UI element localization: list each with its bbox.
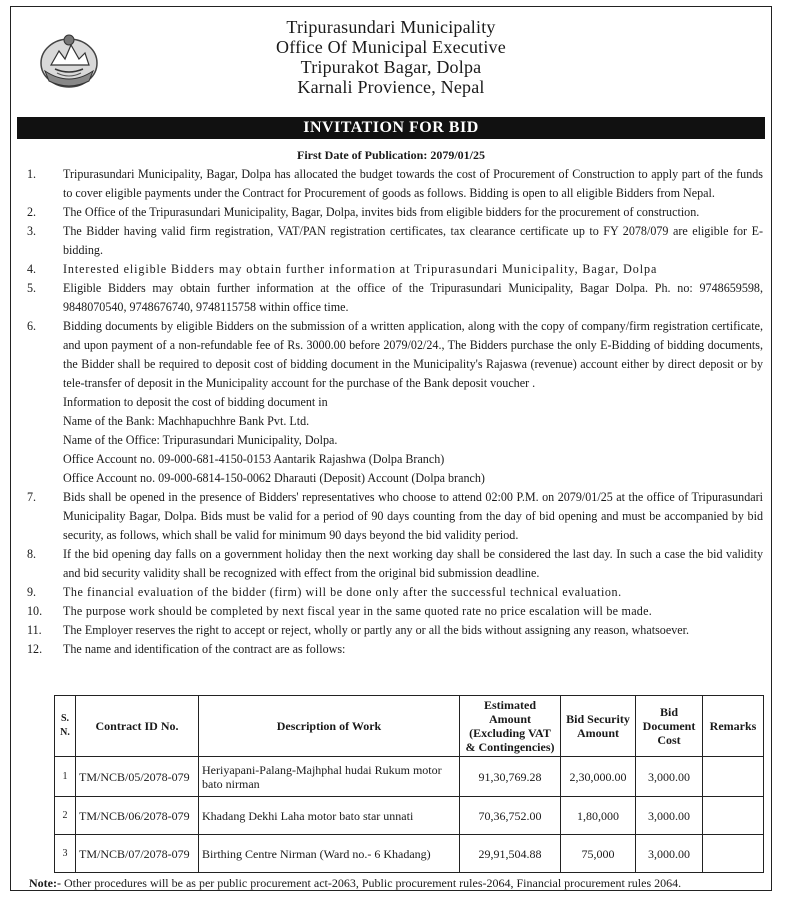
list-item	[27, 222, 763, 260]
cell-doc-cost: 3,000.00	[636, 757, 703, 797]
item-text: If the bid opening day falls on a government holiday then the next working day shall be considered the last day. In such a case the bid validity and bid security validity shall be recognized with effect from the original bid submission deadline.	[63, 547, 763, 580]
col-description: Description of Work	[199, 696, 460, 757]
cell-description: Khadang Dekhi Laha motor bato star unnati	[199, 797, 460, 835]
item-text: The name and identification of the contract are as follows:	[63, 642, 346, 656]
deposit-info-intro: Information to deposit the cost of bidding document in	[63, 395, 328, 409]
item-number: 12.	[27, 642, 43, 656]
item-text: The Office of the Tripurasundari Municipality, Bagar, Dolpa, invites bids from eligible bidders for the procurement of construction.	[63, 205, 700, 219]
col-remarks: Remarks	[703, 696, 764, 757]
item-text: Eligible Bidders may obtain further information at the office of the Tripurasundari Municipality, Bagar Dolpa. Ph. no: 9748659598, 9848070540, 9748676740, 9748115758 within office time.	[63, 281, 763, 314]
table-row	[55, 757, 764, 797]
header-office: Office Of Municipal Executive	[276, 37, 506, 57]
cell-estimated: 29,91,504.88	[460, 835, 561, 873]
list-item	[27, 317, 763, 393]
cell-doc-cost: 3,000.00	[636, 835, 703, 873]
table-header-row	[55, 696, 764, 757]
list-item	[27, 165, 763, 203]
cell-estimated: 70,36,752.00	[460, 797, 561, 835]
cell-remarks	[703, 835, 764, 873]
item-text: Bids shall be opened in the presence of Bidders' representatives who choose to attend 02:00 P.M. on 2079/01/25 at the office of Tripurasundari Municipality Bagar, Dolpa. Bids must be valid for a period of 90 days counting from the day of bid opening and must be accompanied by bid security, as follows, which shall be valid for minimum 90 days beyond the bid validity period.	[63, 490, 763, 542]
cell-sn: 3	[55, 835, 76, 873]
cell-contract-id: TM/NCB/07/2078-079	[76, 835, 199, 873]
header-address: Tripurakot Bagar, Dolpa	[300, 57, 482, 77]
cell-doc-cost: 3,000.00	[636, 797, 703, 835]
table-row	[55, 797, 764, 835]
item-number: 8.	[27, 547, 37, 561]
col-estimated-amount: Estimated Amount (Excluding VAT & Contingencies)	[460, 696, 561, 757]
item-number: 5.	[27, 281, 37, 295]
cell-sn: 2	[55, 797, 76, 835]
note-text: Other procedures will be as per public procurement act-2063, Public procurement rules-2064, Financial procurement rules 2064.	[60, 876, 682, 890]
invitation-banner: INVITATION FOR BID	[17, 117, 765, 139]
note-label: Note:-	[29, 876, 61, 890]
col-doc-cost: Bid Document Cost	[636, 696, 703, 757]
item-number: 10.	[27, 604, 43, 618]
item-number: 4.	[27, 262, 37, 276]
list-item	[27, 488, 763, 545]
list-item	[27, 260, 763, 279]
table-row	[55, 835, 764, 873]
cell-description: Birthing Centre Nirman (Ward no.- 6 Khadang)	[199, 835, 460, 873]
contract-table	[54, 695, 764, 873]
cell-contract-id: TM/NCB/06/2078-079	[76, 797, 199, 835]
cell-remarks	[703, 757, 764, 797]
list-item	[27, 621, 763, 640]
account-revenue: Office Account no. 09-000-681-4150-0153 Aantarik Rajashwa (Dolpa Branch)	[63, 452, 445, 466]
notice-body	[27, 165, 763, 659]
item-text: The purpose work should be completed by next fiscal year in the same quoted rate no price escalation will be made.	[63, 604, 652, 618]
list-item	[27, 203, 763, 222]
cell-sn: 1	[55, 757, 76, 797]
item-number: 3.	[27, 224, 37, 238]
item-text: The Employer reserves the right to accept or reject, wholly or partly any or all the bids without assigning any reason, whatsoever.	[63, 623, 690, 637]
cell-description: Heriyapani-Palang-Majhphal hudai Rukum motor bato nirman	[199, 757, 460, 797]
publication-date: First Date of Publication: 2079/01/25	[297, 148, 485, 162]
cell-remarks	[703, 797, 764, 835]
notice-frame	[10, 6, 772, 891]
header-municipality: Tripurasundari Municipality	[286, 17, 496, 37]
item-text: The financial evaluation of the bidder (firm) will be done only after the successful technical evaluation.	[63, 585, 622, 599]
item-text: Interested eligible Bidders may obtain further information at Tripurasundari Municipality, Bagar, Dolpa	[63, 262, 658, 276]
item-number: 2.	[27, 205, 37, 219]
office-header	[11, 17, 771, 97]
list-item	[27, 279, 763, 317]
cell-bid-security: 2,30,000.00	[561, 757, 636, 797]
item-text: Tripurasundari Municipality, Bagar, Dolpa has allocated the budget towards the cost of Procurement of Construction to apply part of the funds to cover eligible payments under the Contract for Procurement of goods as follows. Bidding is open to all eligible Bidders from Nepal.	[63, 167, 763, 200]
list-item	[27, 602, 763, 621]
item-number: 11.	[27, 623, 42, 637]
col-contract-id: Contract ID No.	[76, 696, 199, 757]
col-sn: S. N.	[55, 696, 76, 757]
item-text: Bidding documents by eligible Bidders on the submission of a written application, along with the copy of company/firm registration certificate, and upon payment of a non-refundable fee of Rs. 3000.00 before 2079/02/24., The Bidders purchase the only E-Bidding of bidding documents, the Bidder shall be required to deposit cost of bidding document in the Municipality's Rajaswa (revenue) account either by direct deposit or by tele-transfer of deposit in the Municipality account for the purchase of the Bank deposit voucher .	[63, 319, 763, 390]
cell-bid-security: 1,80,000	[561, 797, 636, 835]
bank-name: Name of the Bank: Machhapuchhre Bank Pvt. Ltd.	[63, 414, 310, 428]
item-number: 7.	[27, 490, 37, 504]
header-province: Karnali Provience, Nepal	[297, 77, 485, 97]
item-text: The Bidder having valid firm registration, VAT/PAN registration certificates, tax clearance certificate up to FY 2078/079 are eligible for E-bidding.	[63, 224, 763, 257]
item-number: 1.	[27, 167, 37, 181]
account-deposit: Office Account no. 09-000-6814-150-0062 Dharauti (Deposit) Account (Dolpa branch)	[63, 471, 485, 485]
list-item	[27, 583, 763, 602]
cell-contract-id: TM/NCB/05/2078-079	[76, 757, 199, 797]
footer-note	[29, 876, 774, 891]
item-number: 6.	[27, 319, 37, 333]
list-item	[27, 640, 763, 659]
col-bid-security: Bid Security Amount	[561, 696, 636, 757]
list-item	[27, 545, 763, 583]
cell-bid-security: 75,000	[561, 835, 636, 873]
item-number: 9.	[27, 585, 37, 599]
office-name: Name of the Office: Tripurasundari Municipality, Dolpa.	[63, 433, 338, 447]
cell-estimated: 91,30,769.28	[460, 757, 561, 797]
